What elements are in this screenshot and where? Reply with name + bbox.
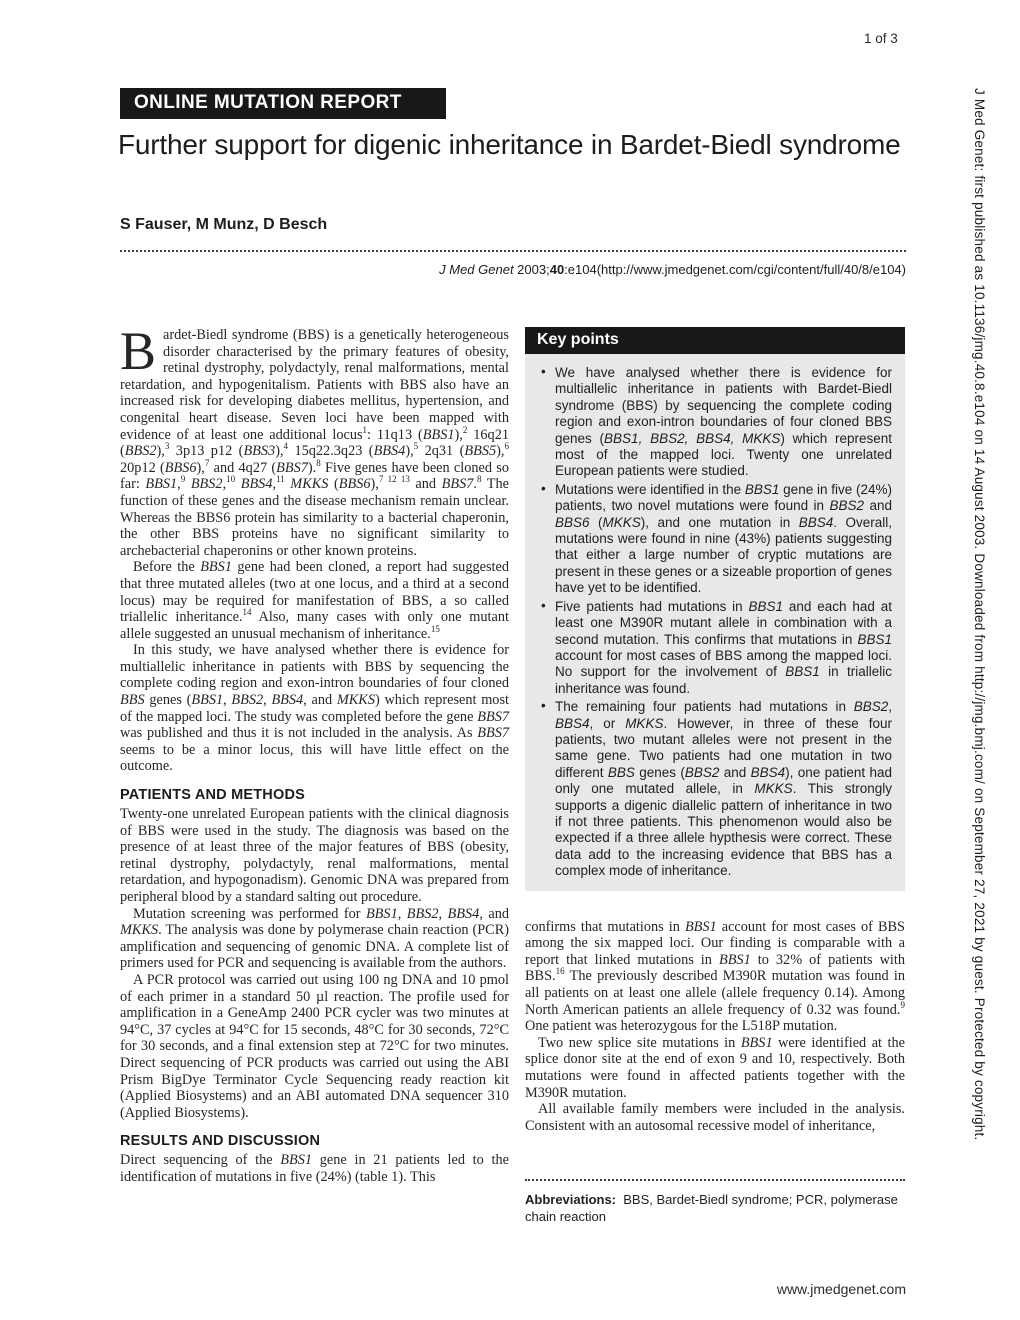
results-continued [525, 919, 905, 1135]
intro-paragraph-1-text: ardet-Biedl syndrome (BBS) is a genetically heterogeneous disorder characterised by the primary features of obesity, retinal dystrophy, polydactyly, renal malformations, mental retardation, and hypogenitalism. Patients with BBS also have an increased risk for developing diabetes mellitus, hypertension, and congenital heart disease. Seven loci have been mapped with evidence of at least one additional locus$^1$: 11q13 (BBS1),$^2$ 16q21 (BBS2),$^3$ 3p13 p12 (BBS3),$^4$ 15q22.3q23 (BBS4),$^5$ 2q31 (BBS5),$^6$ 20p12 (BBS6),$^7$ and 4q27 (BBS7).$^8$ Five genes have been cloned so far: BBS1,$^9$ BBS2,10 BBS4,11 MKKS (BBS6),$^{7 12 13}$ and BBS7.$^8$ The function of these genes and the disease mechanism remain unclear. Whereas the BBS6 protein has similarity to a bacterial chaperonin, the other BBS proteins have no significant similarity to archebacterial chaperonins or other known proteins. [120, 327, 509, 559]
results-paragraph-2: confirms that mutations in BBS1 account for most cases of BBS among the six mapped loci. Our finding is comparable with a report that linked mutations in BBS1 to 32% of patients with BBS.$^{16}$ The previously described M390R mutation was found in all patients on at least one allele (allele frequency 0.14). Among North American patients an allele frequency of 0.32 was found.$^9$ One patient was heterozygous for the L518P mutation. [525, 918, 905, 1035]
results-paragraph-1: Direct sequencing of the BBS1 gene in 21 patients led to the identification of mutations in five (24%) (table 1). This [120, 1152, 509, 1185]
left-column [120, 321, 510, 1186]
article-authors: S Fauser, M Munz, D Besch [120, 216, 328, 233]
article-title: Further support for digenic inheritance in Bardet-Biedl syndrome [118, 129, 901, 160]
key-points-box [525, 327, 905, 891]
key-point-item: • The remaining four patients had mutations in BBS2, BBS4, or MKKS. However, in three of these four patients, two mutant alleles were not present in the same gene. Two patients had one mutation in two different BBS genes (BBS2 and BBS4), one patient had only one mutated allele, in MKKS. This strongly supports a digenic diallelic pattern of inheritance in two if not three patients. This phenomenon would also be expected if a three allele hypthesis were correct. These data add to the increasing evidence that BBS has a complex mode of inheritance. [555, 699, 892, 879]
methods-paragraph-1: Twenty-one unrelated European patients with the clinical diagnosis of BBS were used in the study. The diagnosis was based on the presence of at least three of the major features of BBS (obesity, retinal dystrophy, polydactyly, renal malformations, mental retardation, and hypogonadism). Genomic DNA was prepared from peripheral blood by a standard salting out procedure. [120, 806, 509, 905]
key-point-item: • We have analysed whether there is evidence for multiallelic inheritance in patients with Bardet-Biedl syndrome (BBS) by sequencing the complete coding region and exon-intron boundaries of four cloned BBS genes (BBS1, BBS2, BBS4, MKKS) which represent most of the mapped loci. Twenty one unrelated European patients were studied. [555, 365, 892, 480]
methods-paragraph-3: A PCR protocol was carried out using 100 ng DNA and 10 pmol of each primer in a standard 50 µl reaction. The profile used for amplification in a GeneAmp 2400 PCR cycler was two minutes at 94°C, 37 cycles at 94°C for 15 seconds, 48°C for 30 seconds, 72°C for 30 seconds, and a final extension step at 72°C for two minutes. Direct sequencing of PCR products was carried out using the ABI Prism BigDye Terminator Cycle Sequencing ready reaction kit (Applied Biosystems) and an ABI automated DNA sequencer 310 (Applied Biosystems). [120, 971, 509, 1121]
intro-paragraph-1 [120, 321, 509, 559]
intro-paragraph-2: Before the BBS1 gene had been cloned, a report had suggested that three mutated alleles (two at one locus, and a third at a second locus) may be required for manifestation of BBS, a so called triallelic inheritance.$^{14}$ Also, many cases with only one mutant allele suggested an unusual mechanism of inheritance.$^{15}$ [120, 559, 510, 642]
key-point-item: • Five patients had mutations in BBS1 and each had at least one M390R mutant allele in combination with a second mutation. This confirms that mutations in BBS1 account for most cases of BBS among the mapped loci. No support for the involvement of BBS1 in triallelic inheritance was found. [555, 599, 892, 697]
key-points-header: Key points [525, 327, 905, 354]
section-heading-results-and-discussion: RESULTS AND DISCUSSION [120, 1133, 321, 1150]
intro-paragraph-3: In this study, we have analysed whether there is evidence for multiallelic inheritance in patients with BBS by sequencing the complete coding region and exon-intron boundaries of four cloned BBS genes (BBS1, BBS2, BBS4, and MKKS) which represent most of the mapped loci. The study was completed before the gene BBS7 was published and thus it is not included in the analysis. As BBS7 seems to be a minor locus, this will have little effect on the outcome. [120, 642, 509, 775]
right-column [525, 327, 905, 1225]
report-type-banner: ONLINE MUTATION REPORT [120, 88, 446, 119]
methods-paragraph-2: Mutation screening was performed for BBS1, BBS2, BBS4, and MKKS. The analysis was done by polymerase chain reaction (PCR) amplification and sequencing of genomic DNA. A complete list of primers used for PCR and sequencing is available from the authors. [120, 905, 510, 972]
results-paragraph-3: Two new splice site mutations in BBS1 were identified at the splice donor site at the end of exon 9 and 10, respectively. Both mutations were found in affected patients together with the M390R mutation. [525, 1034, 905, 1101]
dotted-divider-abbreviations [525, 1179, 905, 1181]
results-paragraph-4: All available family members were included in the analysis. Consistent with an autosomal recessive model of inheritance, [525, 1101, 905, 1134]
dropcap-letter: B [120, 321, 157, 381]
footer-journal-url: www.jmedgenet.com [776, 1281, 906, 1297]
key-point-item: • Mutations were identified in the BBS1 gene in five (24%) patients, two novel mutations were found in BBS2 and BBS6 (MKKS), and one mutation in BBS4. Overall, mutations were found in nine (43%) patients suggesting that either a large number of cryptic mutations are present in these genes or a sizeable proportion of genes have yet to be identified. [555, 482, 892, 597]
abbreviations-note: Abbreviations: BBS, Bardet-Biedl syndrome; PCR, polymerase chain reaction [525, 1192, 898, 1225]
dotted-divider-top [120, 250, 906, 252]
key-points-list [525, 354, 905, 891]
copyright-sidebar-text: J Med Genet: first published as 10.1136/jmg.40.8.e104 on 14 August 2003. Downloaded from http://jmg.bmj.com/ on September 27, 2021 by guest. Protected by copyright. [972, 88, 987, 1141]
page-number: 1 of 3 [864, 31, 898, 46]
section-heading-patients-and-methods: PATIENTS AND METHODS [120, 787, 305, 804]
citation-line: J Med Genet 2003;40:e104(http://www.jmedgenet.com/cgi/content/full/40/8/e104) [439, 262, 906, 277]
